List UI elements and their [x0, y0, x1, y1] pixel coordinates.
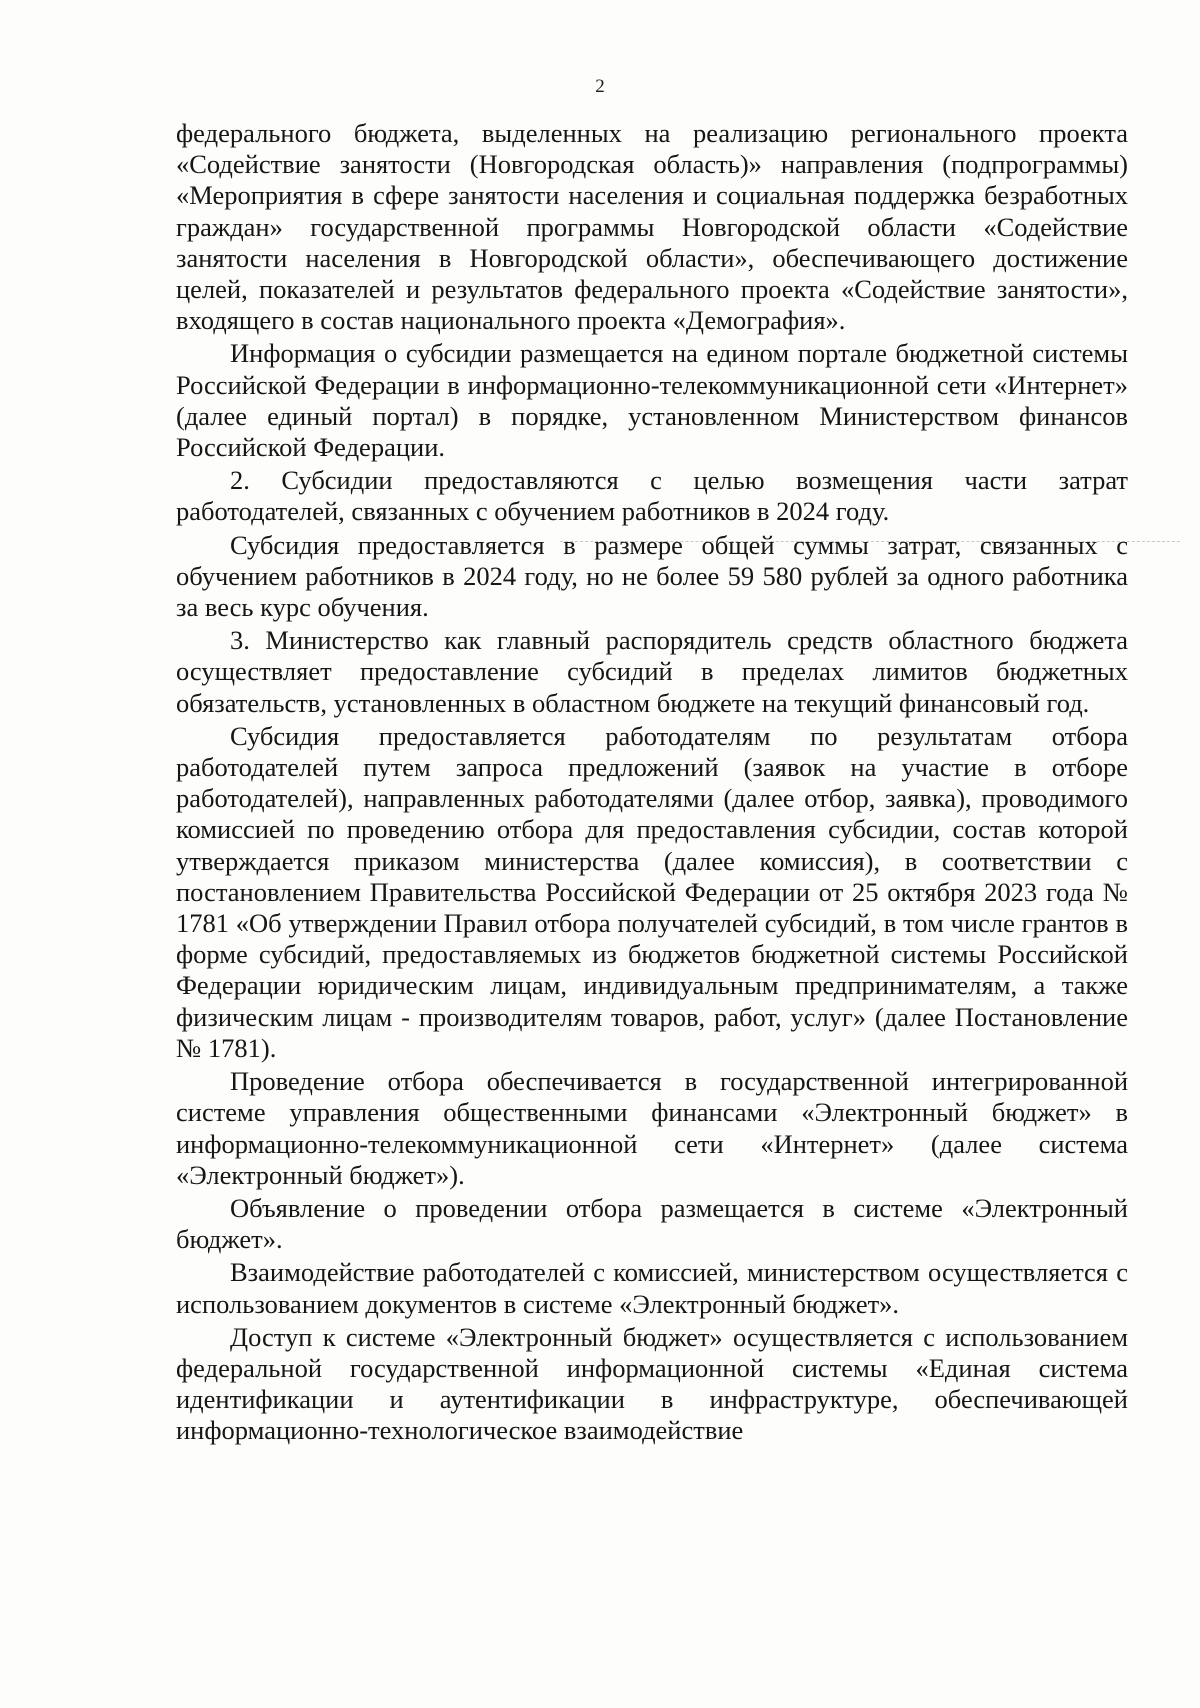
paragraph-interaction: Взаимодействие работодателей с комиссией, министерством осуществляется с использованием документов в системе «Электронный бюджет».	[176, 1257, 1128, 1319]
paragraph-item-3: 3. Министерство как главный распорядитель средств областного бюджета осуществляет предоставление субсидий в пределах лимитов бюджетных обязательств, установленных в областном бюджете на текущий финансовый год.	[176, 625, 1128, 718]
paragraph-continuation: федерального бюджета, выделенных на реализацию регионального проекта «Содействие занятости (Новгородская область)» направления (подпрограммы) «Мероприятия в сфере занятости населения и социальная поддержка безработных граждан» государственной программы Новгородской области «Содействие занятости населения в Новгородской области», обеспечивающего достижение целей, показателей и результатов федерального проекта «Содействие занятости», входящего в состав национального проекта «Демография».	[176, 118, 1128, 336]
document-body	[176, 118, 1128, 1449]
paragraph-announcement: Объявление о проведении отбора размещается в системе «Электронный бюджет».	[176, 1192, 1128, 1255]
paragraph-portal-info: Информация о субсидии размещается на едином портале бюджетной системы Российской Федерации в информационно-телекоммуникационной сети «Интернет» (далее единый портал) в порядке, установленном Министерством финансов Российской Федерации.	[176, 338, 1128, 463]
paragraph-access: Доступ к системе «Электронный бюджет» осуществляется с использованием федеральной государственной информационной системы «Единая система идентификации и аутентификации в инфраструктуре, обеспечивающей информационно-технологическое взаимодействие	[176, 1321, 1128, 1446]
page-number: 2	[595, 76, 605, 97]
paragraph-electronic-budget: Проведение отбора обеспечивается в государственной интегрированной системе управления общественными финансами «Электронный бюджет» в информационно-телекоммуникационной сети «Интернет» (далее система «Электронный бюджет»).	[176, 1066, 1128, 1190]
paragraph-subsidy-amount: Субсидия предоставляется в размере общей суммы затрат, связанных с обучением работников в 2024 году, но не более 59 580 рублей за одного работника за весь курс обучения.	[176, 529, 1128, 623]
paragraph-selection: Субсидия предоставляется работодателям по результатам отбора работодателей путем запроса предложений (заявок на участие в отборе работодателей), направленных работодателями (далее отбор, заявка), проводимого комиссией по проведению отбора для предоставления субсидии, состав которой утверждается приказом министерства (далее комиссия), в соответствии с постановлением Правительства Российской Федерации от 25 октября 2023 года № 1781 «Об утверждении Правил отбора получателей субсидий, в том числе грантов в форме субсидий, предоставляемых из бюджетов бюджетной системы Российской Федерации юридическим лицам, индивидуальным предпринимателям, а также физическим лицам - производителям товаров, работ, услуг» (далее Постановление № 1781).	[176, 720, 1128, 1063]
paragraph-item-2: 2. Субсидии предоставляются с целью возмещения части затрат работодателей, связанных с обучением работников в 2024 году.	[176, 465, 1128, 527]
